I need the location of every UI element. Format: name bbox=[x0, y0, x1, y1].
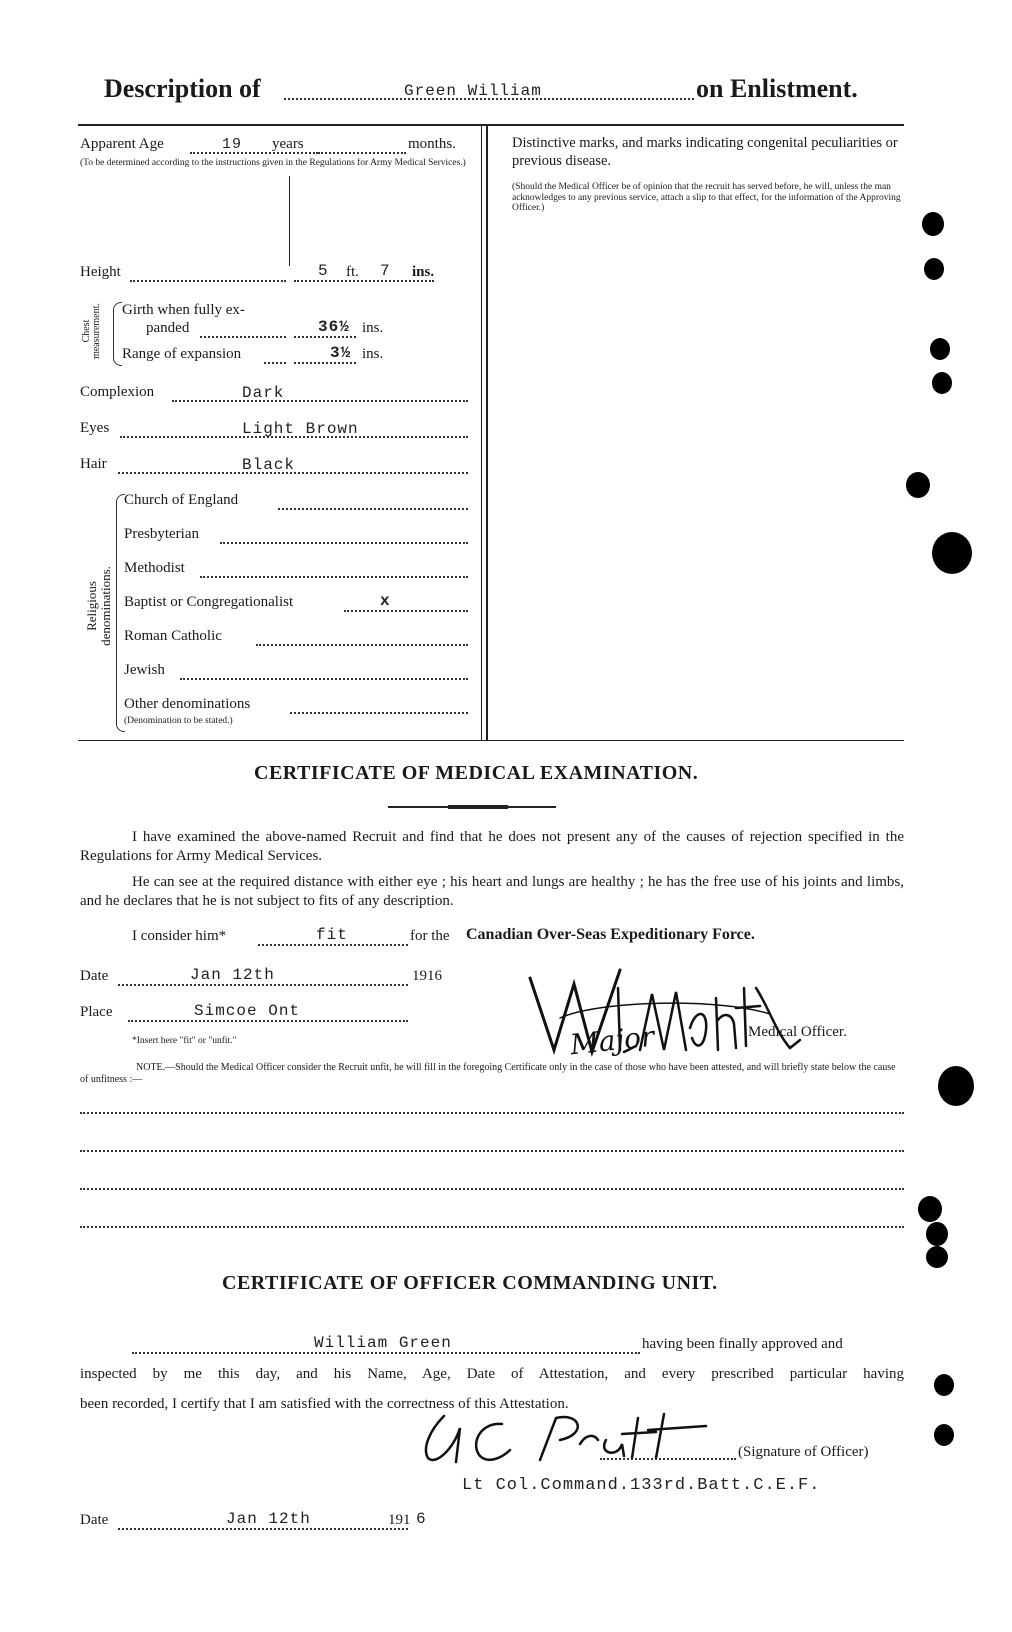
punch-hole bbox=[934, 1424, 954, 1446]
apparent-age-value: 19 bbox=[222, 136, 243, 153]
religion-dotted-line bbox=[220, 542, 468, 544]
girth-value-dotted-line bbox=[294, 336, 356, 338]
eyes-label: Eyes bbox=[80, 420, 110, 436]
religion-dotted-line bbox=[256, 644, 468, 646]
chest-bracket bbox=[113, 302, 122, 366]
religion-dotted-line bbox=[344, 610, 468, 612]
height-inches-value: 7 bbox=[380, 262, 391, 280]
medical-year: 1916 bbox=[412, 968, 442, 984]
range-label: Range of expansion bbox=[122, 346, 242, 362]
age-note: (To be determined according to the instructions given in the Regulations for Army Medical Services.) bbox=[80, 158, 466, 168]
commanding-year-prefix: 191 bbox=[388, 1512, 411, 1528]
commanding-year-digit: 6 bbox=[416, 1510, 427, 1528]
consider-prefix: I consider him* bbox=[132, 928, 227, 944]
religion-church-of-england: Church of England bbox=[124, 492, 239, 508]
punch-hole bbox=[924, 258, 944, 280]
medical-officer-rank: Major bbox=[568, 1019, 656, 1062]
months-dotted-line bbox=[318, 152, 406, 154]
fitness-dotted-line bbox=[258, 944, 408, 946]
religion-dotted-line bbox=[180, 678, 468, 680]
chest-measurement-label: Chest measurement. bbox=[81, 303, 102, 359]
commanding-line2: inspected by me this day, and his Name, Age, Date of Attestation, and every prescribed particular having bbox=[80, 1366, 904, 1382]
medical-date-label: Date bbox=[80, 968, 109, 984]
recruit-name: Green William bbox=[404, 82, 542, 100]
feet-label: ft. bbox=[346, 264, 359, 280]
commanding-name-dotted-line bbox=[132, 1352, 640, 1354]
medical-date-value: Jan 12th bbox=[190, 966, 275, 984]
place-dotted-line bbox=[128, 1020, 408, 1022]
punch-hole bbox=[926, 1246, 948, 1268]
form-title-prefix: Description of bbox=[104, 74, 261, 103]
religion-roman-catholic: Roman Catholic bbox=[124, 628, 222, 644]
religion-jewish: Jewish bbox=[124, 662, 165, 678]
height-label: Height bbox=[80, 264, 121, 280]
commanding-date-label: Date bbox=[80, 1512, 109, 1528]
punch-hole bbox=[932, 532, 972, 574]
distinctive-marks-heading: Distinctive marks, and marks indicating congenital peculiarities or previous disease. bbox=[512, 135, 898, 169]
months-label: months. bbox=[408, 136, 456, 152]
other-denomination-note: (Denomination to be stated.) bbox=[124, 716, 233, 726]
hair-value: Black bbox=[242, 456, 296, 474]
girth-value: 36½ bbox=[318, 318, 350, 336]
punch-hole bbox=[938, 1066, 974, 1106]
height-dotted-line bbox=[130, 280, 286, 282]
commanding-date-dotted-line bbox=[118, 1528, 408, 1530]
religion-baptist-or-congregationalist: Baptist or Congregationalist bbox=[124, 594, 294, 610]
commanding-line3: been recorded, I certify that I am satisfied with the correctness of this Attestation. bbox=[80, 1396, 569, 1412]
medical-officer-label: Medical Officer. bbox=[748, 1024, 847, 1040]
range-value: 3½ bbox=[330, 344, 352, 362]
religion-methodist: Methodist bbox=[124, 560, 185, 576]
complexion-value: Dark bbox=[242, 384, 285, 402]
complexion-dotted-line bbox=[172, 400, 468, 402]
punch-hole bbox=[922, 212, 944, 236]
table-bottom-border bbox=[78, 740, 904, 741]
punch-hole bbox=[906, 472, 930, 498]
religion-selected-mark: x bbox=[380, 592, 391, 610]
girth-dotted-line bbox=[200, 336, 286, 338]
commanding-recruit-name: William Green bbox=[314, 1334, 452, 1352]
fit-insert-note: *Insert here "fit" or "unfit." bbox=[132, 1036, 237, 1046]
consider-suffix: for the bbox=[410, 928, 450, 944]
commanding-date-value: Jan 12th bbox=[226, 1510, 311, 1528]
signature-of-officer-label: (Signature of Officer) bbox=[738, 1444, 869, 1460]
distinctive-marks-note: (Should the Medical Officer be of opinion that the recruit has served before, he will, unless the man acknowledges to any previous service, attach a slip to that effect, for the information of the Approving Officer.) bbox=[512, 182, 901, 213]
range-value-dotted-line bbox=[294, 362, 356, 364]
value-column-divider bbox=[289, 176, 290, 266]
table-column-divider-inner bbox=[481, 126, 482, 740]
unfitness-line bbox=[80, 1112, 904, 1114]
punch-hole bbox=[934, 1374, 954, 1396]
unfitness-line bbox=[80, 1150, 904, 1152]
medical-certificate-title: CERTIFICATE OF MEDICAL EXAMINATION. bbox=[254, 762, 699, 784]
range-unit: ins. bbox=[362, 346, 384, 362]
range-dotted-line bbox=[264, 362, 286, 364]
place-value: Simcoe Ont bbox=[194, 1002, 301, 1020]
table-column-divider bbox=[486, 126, 488, 740]
unfit-note: NOTE.—Should the Medical Officer consider the Recruit unfit, he will fill in the foregoing Certificate only in the case of those who have been attested, and will briefly state below the cause of unfitness :— bbox=[80, 1062, 896, 1085]
fitness-value: fit bbox=[316, 926, 348, 944]
apparent-age-label: Apparent Age bbox=[80, 136, 164, 152]
religion-dotted-line bbox=[290, 712, 468, 714]
height-feet-value: 5 bbox=[318, 262, 329, 280]
medical-paragraph-1: I have examined the above-named Recruit and find that he does not present any of the causes of rejection specified in the Regulations for Army Medical Services. bbox=[80, 829, 904, 864]
force-name: Canadian Over-Seas Expeditionary Force. bbox=[466, 926, 755, 943]
medical-date-dotted-line bbox=[118, 984, 408, 986]
title-rule-center bbox=[448, 805, 508, 809]
hair-label: Hair bbox=[80, 456, 107, 472]
complexion-label: Complexion bbox=[80, 384, 155, 400]
commanding-officer-title: Lt Col.Command.133rd.Batt.C.E.F. bbox=[462, 1476, 821, 1495]
signature-dotted-line bbox=[600, 1458, 736, 1460]
unfitness-line bbox=[80, 1188, 904, 1190]
religion-dotted-line bbox=[200, 576, 468, 578]
girth-label-line2: panded bbox=[146, 320, 190, 336]
form-title-suffix: on Enlistment. bbox=[696, 74, 858, 103]
years-label: years bbox=[272, 136, 304, 152]
unfitness-line bbox=[80, 1226, 904, 1228]
girth-unit: ins. bbox=[362, 320, 384, 336]
commanding-line1-suffix: having been finally approved and bbox=[642, 1336, 843, 1352]
commanding-officer-signature bbox=[410, 1404, 740, 1474]
commanding-certificate-title: CERTIFICATE OF OFFICER COMMANDING UNIT. bbox=[222, 1272, 718, 1294]
punch-hole bbox=[918, 1196, 942, 1222]
table-top-border bbox=[78, 124, 904, 126]
religious-denominations-label: Religious denominations. bbox=[84, 566, 113, 646]
inches-label: ins. bbox=[412, 264, 435, 280]
religion-other-denominations: Other denominations bbox=[124, 696, 251, 712]
punch-hole bbox=[926, 1222, 948, 1246]
religion-dotted-line bbox=[278, 508, 468, 510]
religion-presbyterian: Presbyterian bbox=[124, 526, 199, 542]
eyes-value: Light Brown bbox=[242, 420, 359, 438]
punch-hole bbox=[932, 372, 952, 394]
medical-paragraph-2: He can see at the required distance with either eye ; his heart and lungs are healthy ; he has the free use of his joints and limbs, and he declares that he is not subject to fits of any description. bbox=[80, 874, 904, 909]
punch-hole bbox=[930, 338, 950, 360]
girth-label-line1: Girth when fully ex- bbox=[122, 302, 245, 318]
place-label: Place bbox=[80, 1004, 113, 1020]
